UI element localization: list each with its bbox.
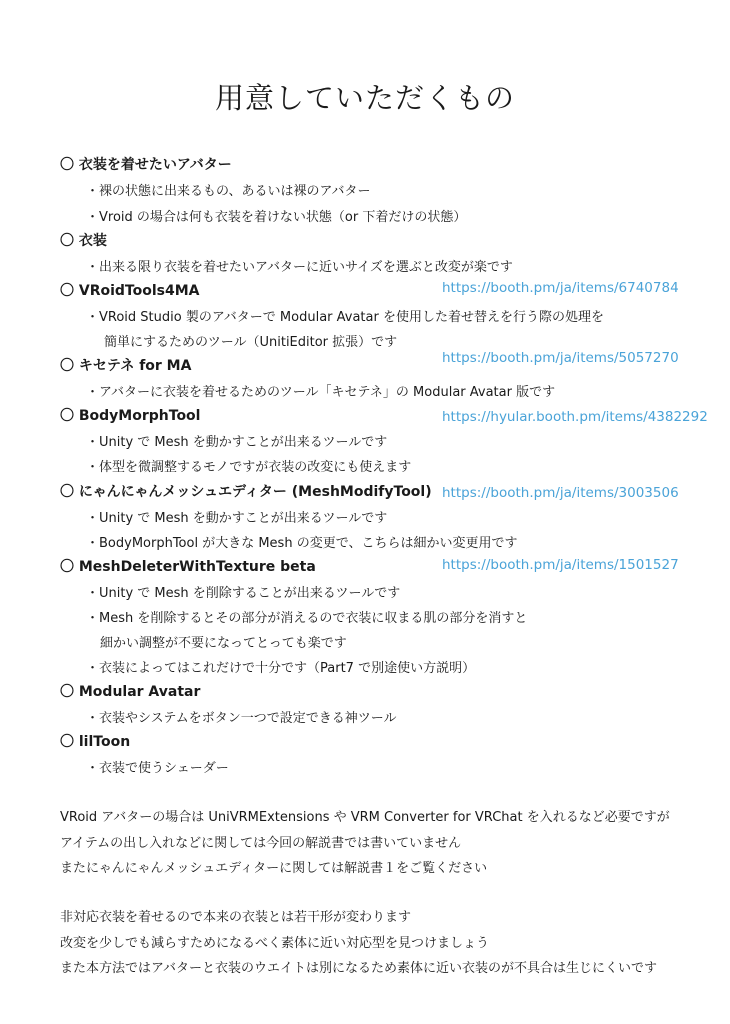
section-heading: 〇 衣装を着せたいアバター bbox=[60, 157, 232, 173]
list-item: ・裸の状態に出来るもの、あるいは裸のアバター bbox=[86, 184, 371, 199]
list-item: ・Unity で Mesh を動かすことが出来るツールです bbox=[86, 511, 388, 526]
note-line: またにゃんにゃんメッシュエディターに関しては解説書１をご覧ください bbox=[60, 861, 488, 876]
list-item-continuation: 細かい調整が不要になってとっても楽です bbox=[100, 636, 347, 651]
section-heading: 〇 VRoidTools4MA bbox=[60, 283, 200, 299]
note-line: VRoid アバターの場合は UniVRMExtensions や VRM Converter for VRChat を入れるなど必要ですが bbox=[60, 810, 670, 825]
list-item: ・Vroid の場合は何も衣装を着けない状態（or 下着だけの状態） bbox=[86, 210, 467, 225]
section-heading: 〇 MeshDeleterWithTexture beta bbox=[60, 559, 316, 575]
section-heading: 〇 衣装 bbox=[60, 233, 107, 249]
list-item: ・BodyMorphTool が大きな Mesh の変更で、こちらは細かい変更用です bbox=[86, 536, 518, 551]
section-heading: 〇 キセテネ for MA bbox=[60, 358, 192, 374]
list-item: ・Unity で Mesh を動かすことが出来るツールです bbox=[86, 435, 388, 450]
list-item-continuation: 簡単にするためのツール（UnitiEditor 拡張）です bbox=[104, 335, 398, 350]
page-title: 用意していただくもの bbox=[214, 81, 515, 115]
booth-link[interactable]: https://booth.pm/ja/items/6740784 bbox=[442, 280, 679, 296]
section-heading: 〇 BodyMorphTool bbox=[60, 408, 201, 424]
list-item: ・Mesh を削除するとその部分が消えるので衣装に収まる肌の部分を消すと bbox=[86, 611, 528, 626]
list-item: ・体型を微調整するモノですが衣装の改変にも使えます bbox=[86, 460, 412, 475]
list-item: ・Unity で Mesh を削除することが出来るツールです bbox=[86, 586, 401, 601]
list-item: ・衣装で使うシェーダー bbox=[86, 761, 229, 776]
section-heading: 〇 にゃんにゃんメッシュエディター (MeshModifyTool) bbox=[60, 484, 432, 500]
list-item: ・衣装やシステムをボタン一つで設定できる神ツール bbox=[86, 711, 397, 726]
section-heading: 〇 Modular Avatar bbox=[60, 684, 201, 700]
list-item: ・衣装によってはこれだけで十分です（Part7 で別途使い方説明） bbox=[86, 661, 476, 676]
note-line: 改変を少しでも減らすためになるべく素体に近い対応型を見つけましょう bbox=[60, 936, 490, 951]
booth-link[interactable]: https://booth.pm/ja/items/3003506 bbox=[442, 485, 679, 501]
booth-link[interactable]: https://booth.pm/ja/items/5057270 bbox=[442, 350, 679, 366]
list-item: ・出来る限り衣装を着せたいアバターに近いサイズを選ぶと改変が楽です bbox=[86, 260, 513, 275]
note-line: 非対応衣装を着せるので本来の衣装とは若干形が変わります bbox=[60, 910, 412, 925]
booth-link[interactable]: https://booth.pm/ja/items/1501527 bbox=[442, 557, 679, 573]
list-item: ・アバターに衣装を着せるためのツール「キセテネ」の Modular Avatar 版です bbox=[86, 385, 556, 400]
note-line: アイテムの出し入れなどに関しては今回の解説書では書いていません bbox=[60, 836, 462, 851]
section-heading: 〇 lilToon bbox=[60, 734, 131, 750]
booth-link[interactable]: https://hyular.booth.pm/items/4382292 bbox=[442, 409, 708, 425]
list-item: ・VRoid Studio 製のアバターで Modular Avatar を使用した着せ替えを行う際の処理を bbox=[86, 310, 604, 325]
note-line: また本方法ではアバターと衣装のウエイトは別になるため素体に近い衣装のが不具合は生じにくいです bbox=[60, 961, 657, 976]
